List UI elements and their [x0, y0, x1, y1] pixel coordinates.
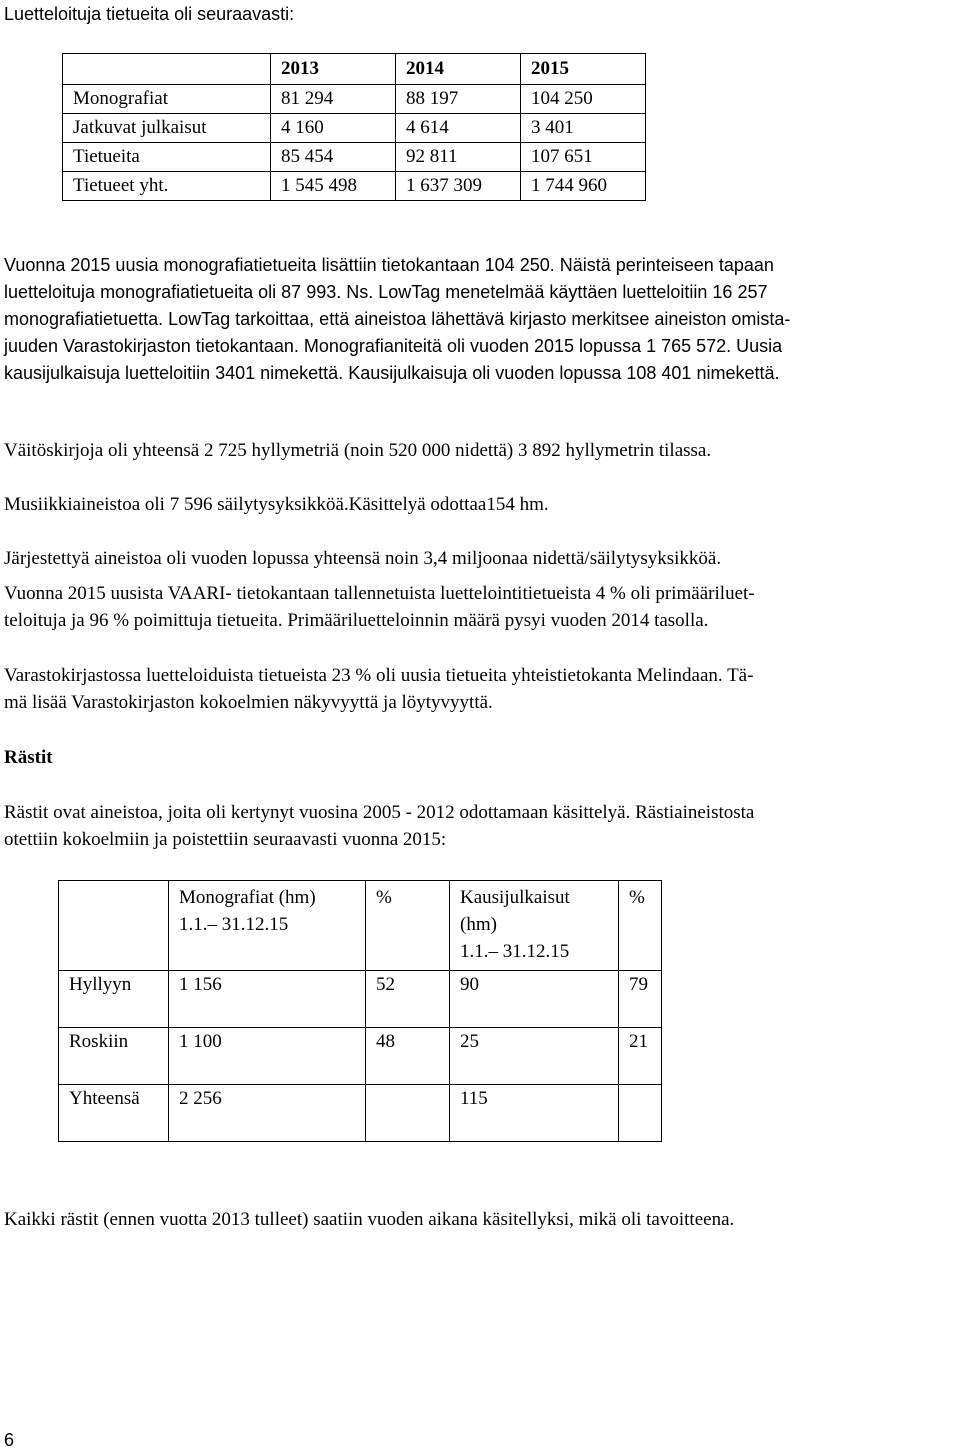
table-row: [63, 114, 646, 143]
table-header-row: [59, 881, 662, 971]
records-table: [62, 53, 646, 201]
table-cell: 2 256: [169, 1085, 366, 1142]
paragraph-line: kausijulkaisuja luetteloitiin 3401 nimekettä. Kausijulkaisuja oli vuoden lopussa 108 401 nimekettä.: [4, 363, 780, 383]
paragraph-dissertations: Väitöskirjoja oli yhteensä 2 725 hyllymetriä (noin 520 000 nidettä) 3 892 hyllymetrin tilassa.: [4, 440, 712, 461]
paragraph-melinda: [4, 662, 958, 716]
table-cell: 52: [366, 971, 450, 1028]
table-header-row: [63, 54, 646, 85]
row-label: Monografiat: [63, 85, 271, 114]
paragraph-conclusion: Kaikki rästit (ennen vuotta 2013 tulleet) saatiin vuoden aikana käsitellyksi, mikä oli tavoitteena.: [4, 1209, 735, 1230]
backlog-table: [58, 880, 662, 1142]
table-cell: 107 651: [521, 143, 646, 172]
intro-text: Luetteloituja tietueita oli seuraavasti:: [4, 4, 295, 24]
row-label: Tietueita: [63, 143, 271, 172]
table-row: [63, 143, 646, 172]
header-cell: %: [619, 881, 662, 971]
header-cell: [169, 881, 366, 971]
table-cell: 1 156: [169, 971, 366, 1028]
header-cell: %: [366, 881, 450, 971]
paragraph-organized: Järjestettyä aineistoa oli vuoden lopussa yhteensä noin 3,4 miljoonaa nidettä/säilytysyksikköä.: [4, 548, 722, 569]
paragraph-line: juuden Varastokirjaston tietokantaan. Monografianiteitä oli vuoden 2015 lopussa 1 765 572. Uusia: [4, 336, 783, 356]
paragraph-line: monografiatietuetta. LowTag tarkoittaa, että aineistoa lähettävä kirjasto merkitsee aineiston omista-: [4, 309, 791, 329]
table-cell: 85 454: [271, 143, 396, 172]
page-number: 6: [4, 1430, 15, 1450]
header-cell: 2015: [521, 54, 646, 85]
table-cell: 88 197: [396, 85, 521, 114]
row-label: Yhteensä: [59, 1085, 169, 1142]
header-line: Kausijulkaisut: [460, 887, 570, 908]
table-cell: 1 100: [169, 1028, 366, 1085]
table-cell: 25: [450, 1028, 619, 1085]
table-row: [59, 1028, 662, 1085]
header-line: Monografiat (hm): [179, 887, 316, 908]
header-cell: [450, 881, 619, 971]
table-cell: 48: [366, 1028, 450, 1085]
header-cell: 2013: [271, 54, 396, 85]
header-cell: [59, 881, 169, 971]
table-row: [59, 1085, 662, 1142]
table-cell: 21: [619, 1028, 662, 1085]
row-label: Tietueet yht.: [63, 172, 271, 201]
paragraph-line: teloituja ja 96 % poimittuja tietueita. Primääriluetteloinnin määrä pysyi vuoden 2014 tasolla.: [4, 610, 709, 631]
paragraph-line: Varastokirjastossa luetteloiduista tietueista 23 % oli uusia tietueita yhteistietokanta Melindaan. Tä-: [4, 665, 754, 686]
paragraph-new-records: [4, 252, 958, 387]
paragraph-music: Musiikkiaineistoa oli 7 596 säilytysyksikköä.Käsittelyä odottaa154 hm.: [4, 494, 549, 515]
table-cell: [366, 1085, 450, 1142]
table-cell: 81 294: [271, 85, 396, 114]
table-row: [59, 971, 662, 1028]
table-cell: 79: [619, 971, 662, 1028]
section-heading: Rästit: [4, 747, 53, 768]
header-cell: 2014: [396, 54, 521, 85]
table-cell: [619, 1085, 662, 1142]
paragraph-line: Vuonna 2015 uusista VAARI- tietokantaan tallennetuista luettelointitietueista 4 % oli primääriluet-: [4, 583, 755, 604]
header-line: 1.1.– 31.12.15: [179, 914, 289, 935]
header-cell: [63, 54, 271, 85]
table-cell: 4 614: [396, 114, 521, 143]
table-cell: 104 250: [521, 85, 646, 114]
paragraph-backlog: [4, 799, 958, 853]
paragraph-line: mä lisää Varastokirjaston kokoelmien näkyvyyttä ja löytyvyyttä.: [4, 692, 493, 713]
paragraph-line: Rästit ovat aineistoa, joita oli kertynyt vuosina 2005 - 2012 odottamaan käsittelyä. Rästiaineistosta: [4, 802, 755, 823]
table-cell: 4 160: [271, 114, 396, 143]
table-cell: 1 744 960: [521, 172, 646, 201]
table-cell: 1 637 309: [396, 172, 521, 201]
row-label: Hyllyyn: [59, 971, 169, 1028]
paragraph-line: luetteloituja monografiatietueita oli 87 993. Ns. LowTag menetelmää käyttäen luetteloitiin 16 257: [4, 282, 768, 302]
header-line: (hm): [460, 914, 497, 935]
table-row: [63, 85, 646, 114]
table-cell: 92 811: [396, 143, 521, 172]
header-line: 1.1.– 31.12.15: [460, 941, 570, 962]
row-label: Jatkuvat julkaisut: [63, 114, 271, 143]
paragraph-line: Vuonna 2015 uusia monografiatietueita lisättiin tietokantaan 104 250. Näistä perinteiseen tapaan: [4, 255, 774, 275]
table-cell: 3 401: [521, 114, 646, 143]
paragraph-vaari: [4, 580, 958, 634]
row-label: Roskiin: [59, 1028, 169, 1085]
table-row: [63, 172, 646, 201]
table-cell: 1 545 498: [271, 172, 396, 201]
paragraph-line: otettiin kokoelmiin ja poistettiin seuraavasti vuonna 2015:: [4, 829, 447, 850]
table-cell: 115: [450, 1085, 619, 1142]
table-cell: 90: [450, 971, 619, 1028]
